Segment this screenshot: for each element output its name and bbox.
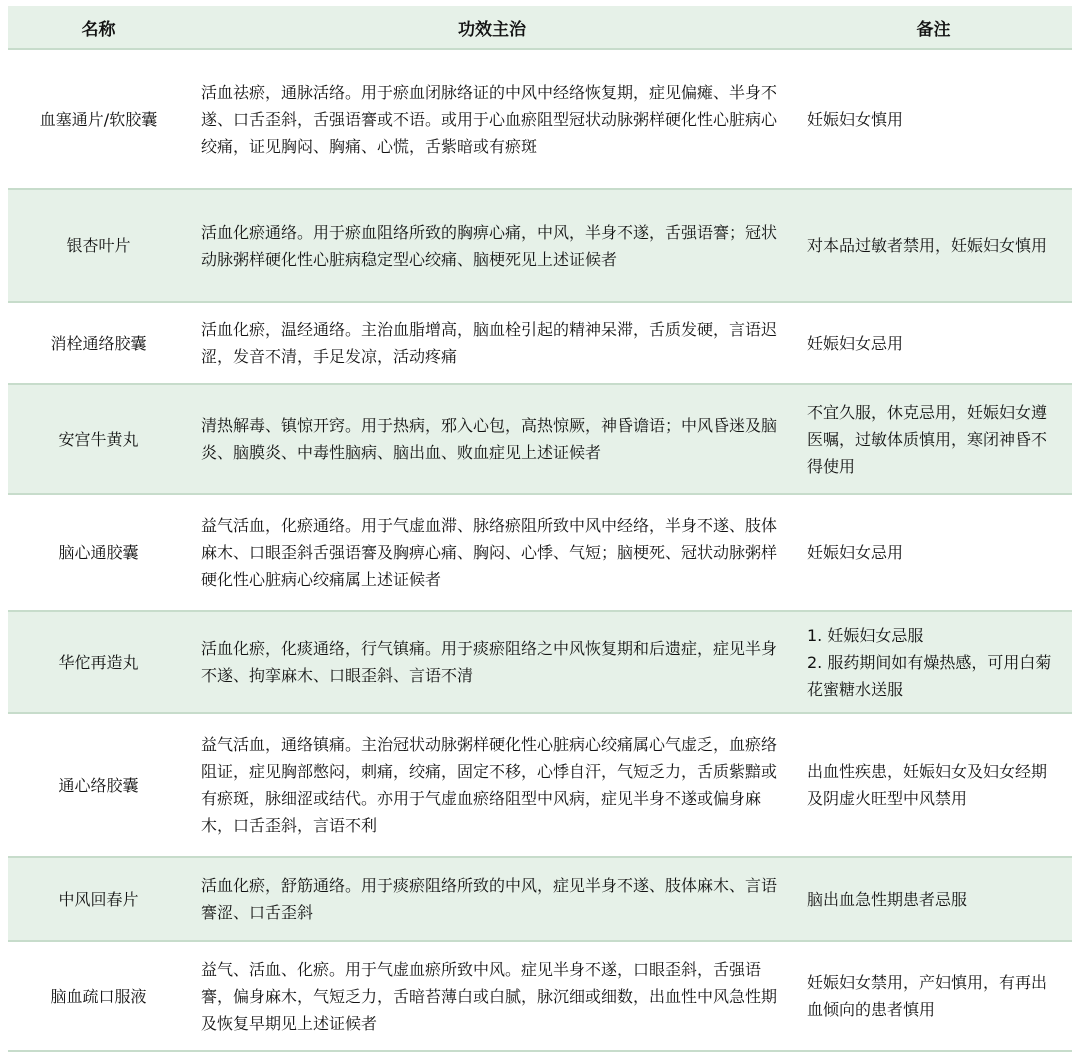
table-row (8, 384, 1072, 494)
drug-name: 消栓通络胶囊 (8, 302, 189, 384)
header-effect: 功效主治 (189, 6, 795, 49)
table-row (8, 49, 1072, 189)
drug-name: 脑血疏口服液 (8, 941, 189, 1051)
drug-note: 妊娠妇女慎用 (795, 49, 1072, 189)
drug-note: 出血性疾患，妊娠妇女及妇女经期及阴虚火旺型中风禁用 (795, 713, 1072, 857)
drug-effect: 益气活血，化瘀通络。用于气虚血滞、脉络瘀阻所致中风中经络，半身不遂、肢体麻木、口眼歪斜舌强语謇及胸痹心痛、胸闷、心悸、气短；脑梗死、冠状动脉粥样硬化性心脏病心绞痛属上述证候者 (189, 494, 795, 611)
drug-name: 脑心通胶囊 (8, 494, 189, 611)
drug-effect: 活血化瘀，温经通络。主治血脂增高，脑血栓引起的精神呆滞，舌质发硬，言语迟涩，发音不清，手足发凉，活动疼痛 (189, 302, 795, 384)
drug-name: 银杏叶片 (8, 189, 189, 302)
drug-name: 通心络胶囊 (8, 713, 189, 857)
drug-effect: 益气活血，通络镇痛。主治冠状动脉粥样硬化性心脏病心绞痛属心气虚乏，血瘀络阻证，症见胸部憋闷，刺痛，绞痛，固定不移，心悸自汗，气短乏力，舌质紫黯或有瘀斑，脉细涩或结代。亦用于气虚血瘀络阻型中风病，症见半身不遂或偏身麻木，口舌歪斜，言语不利 (189, 713, 795, 857)
drug-effect: 益气、活血、化瘀。用于气虚血瘀所致中风。症见半身不遂，口眼歪斜，舌强语謇，偏身麻木，气短乏力，舌暗苔薄白或白腻，脉沉细或细数，出血性中风急性期及恢复早期见上述证候者 (189, 941, 795, 1051)
table-row (8, 302, 1072, 384)
table-row (8, 713, 1072, 857)
drug-table (8, 6, 1072, 1052)
drug-name: 血塞通片/软胶囊 (8, 49, 189, 189)
drug-note: 对本品过敏者禁用，妊娠妇女慎用 (795, 189, 1072, 302)
drug-note (795, 611, 1072, 713)
header-name: 名称 (8, 6, 189, 49)
note-line: 1. 妊娠妇女忌服 (807, 625, 924, 645)
header-note: 备注 (795, 6, 1072, 49)
drug-note: 不宜久服，休克忌用，妊娠妇女遵医嘱，过敏体质慎用，寒闭神昏不得使用 (795, 384, 1072, 494)
drug-effect: 活血化瘀，舒筋通络。用于痰瘀阻络所致的中风，症见半身不遂、肢体麻木、言语謇涩、口舌歪斜 (189, 857, 795, 941)
note-line: 2. 服药期间如有燥热感，可用白菊花蜜糖水送服 (807, 652, 1052, 699)
drug-note: 妊娠妇女禁用，产妇慎用，有再出血倾向的患者慎用 (795, 941, 1072, 1051)
drug-effect: 活血化瘀通络。用于瘀血阻络所致的胸痹心痛，中风，半身不遂，舌强语謇；冠状动脉粥样硬化性心脏病稳定型心绞痛、脑梗死见上述证候者 (189, 189, 795, 302)
table-header (8, 6, 1072, 49)
table-row (8, 494, 1072, 611)
table-row (8, 611, 1072, 713)
table-row (8, 189, 1072, 302)
drug-note: 脑出血急性期患者忌服 (795, 857, 1072, 941)
table-row (8, 941, 1072, 1051)
table-row (8, 857, 1072, 941)
drug-effect: 清热解毒、镇惊开窍。用于热病，邪入心包，高热惊厥，神昏谵语；中风昏迷及脑炎、脑膜炎、中毒性脑病、脑出血、败血症见上述证候者 (189, 384, 795, 494)
drug-effect: 活血祛瘀，通脉活络。用于瘀血闭脉络证的中风中经络恢复期，症见偏瘫、半身不遂、口舌歪斜，舌强语謇或不语。或用于心血瘀阻型冠状动脉粥样硬化性心脏病心绞痛，证见胸闷、胸痛、心慌，舌紫暗或有瘀斑 (189, 49, 795, 189)
drug-name: 安宫牛黄丸 (8, 384, 189, 494)
drug-effect: 活血化瘀，化痰通络，行气镇痛。用于痰瘀阻络之中风恢复期和后遗症，症见半身不遂、拘挛麻木、口眼歪斜、言语不清 (189, 611, 795, 713)
drug-note: 妊娠妇女忌用 (795, 302, 1072, 384)
drug-name: 华佗再造丸 (8, 611, 189, 713)
drug-note: 妊娠妇女忌用 (795, 494, 1072, 611)
drug-name: 中风回春片 (8, 857, 189, 941)
